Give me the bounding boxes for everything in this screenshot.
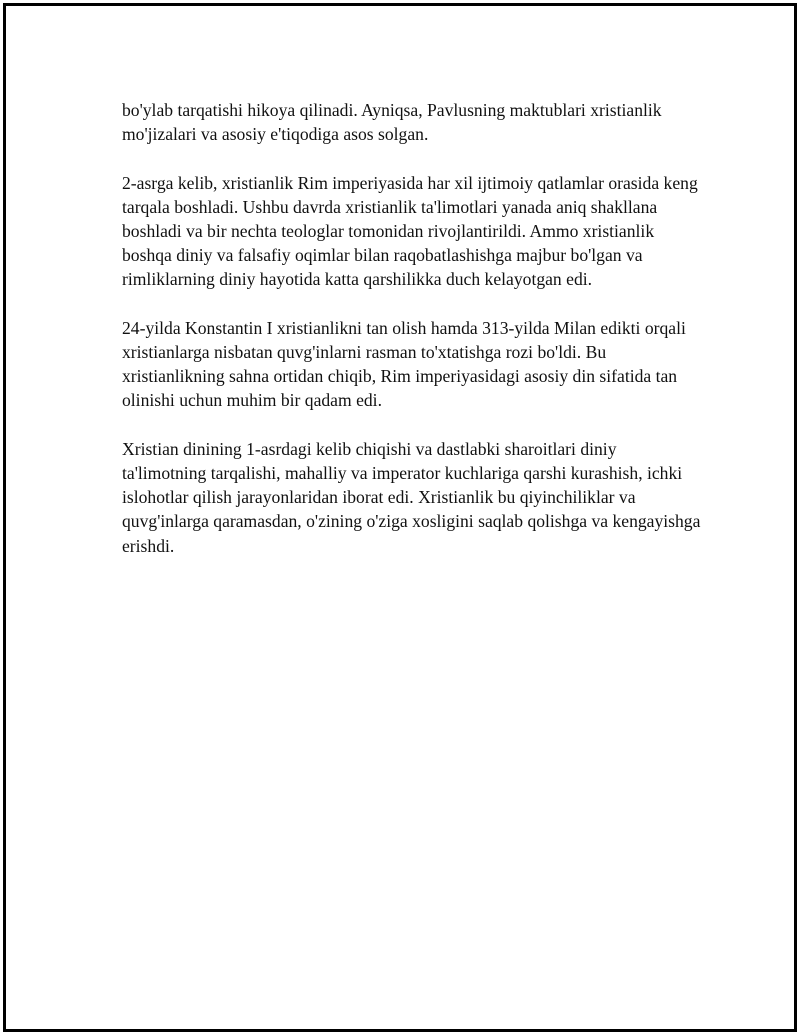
paragraph-2: 2-asrga kelib, xristianlik Rim imperiyasida har xil ijtimoiy qatlamlar orasida keng tarqala boshladi. Ushbu davrda xristianlik ta'limotlari yanada aniq shakllana boshladi va bir nechta teologlar tomonidan rivojlantirildi. Ammo xristianlik boshqa diniy va falsafiy oqimlar bilan raqobatlashishga majbur bo'lgan va rimliklarning diniy hayotida katta qarshilikka duch kelayotgan edi.	[122, 172, 698, 290]
paragraph-3: 24-yilda Konstantin I xristianlikni tan olish hamda 313-yilda Milan edikti orqali xristianlarga nisbatan quvg'inlarni rasman to'xtatishga rozi bo'ldi. Bu xristianlikning sahna ortidan chiqib, Rim imperiyasidagi asosiy din sifatida tan olinishi uchun muhim bir qadam edi.	[122, 317, 686, 411]
document-page	[3, 3, 797, 1032]
paragraph-4: Xristian dinining 1-asrdagi kelib chiqishi va dastlabki sharoitlari diniy ta'limotning tarqalishi, mahalliy va imperator kuchlariga qarshi kurashish, ichki islohotlar qilish jarayonlaridan iborat edi. Xristianlik bu qiyinchiliklar va quvg'inlarga qaramasdan, o'zining o'ziga xosligini saqlab qolishga va kengayishga erishdi.	[122, 438, 701, 556]
paragraph-1: bo'ylab tarqatishi hikoya qilinadi. Ayniqsa, Pavlusning maktublari xristianlik mo'jizalari va asosiy e'tiqodiga asos solgan.	[122, 100, 662, 145]
document-body	[122, 98, 702, 582]
